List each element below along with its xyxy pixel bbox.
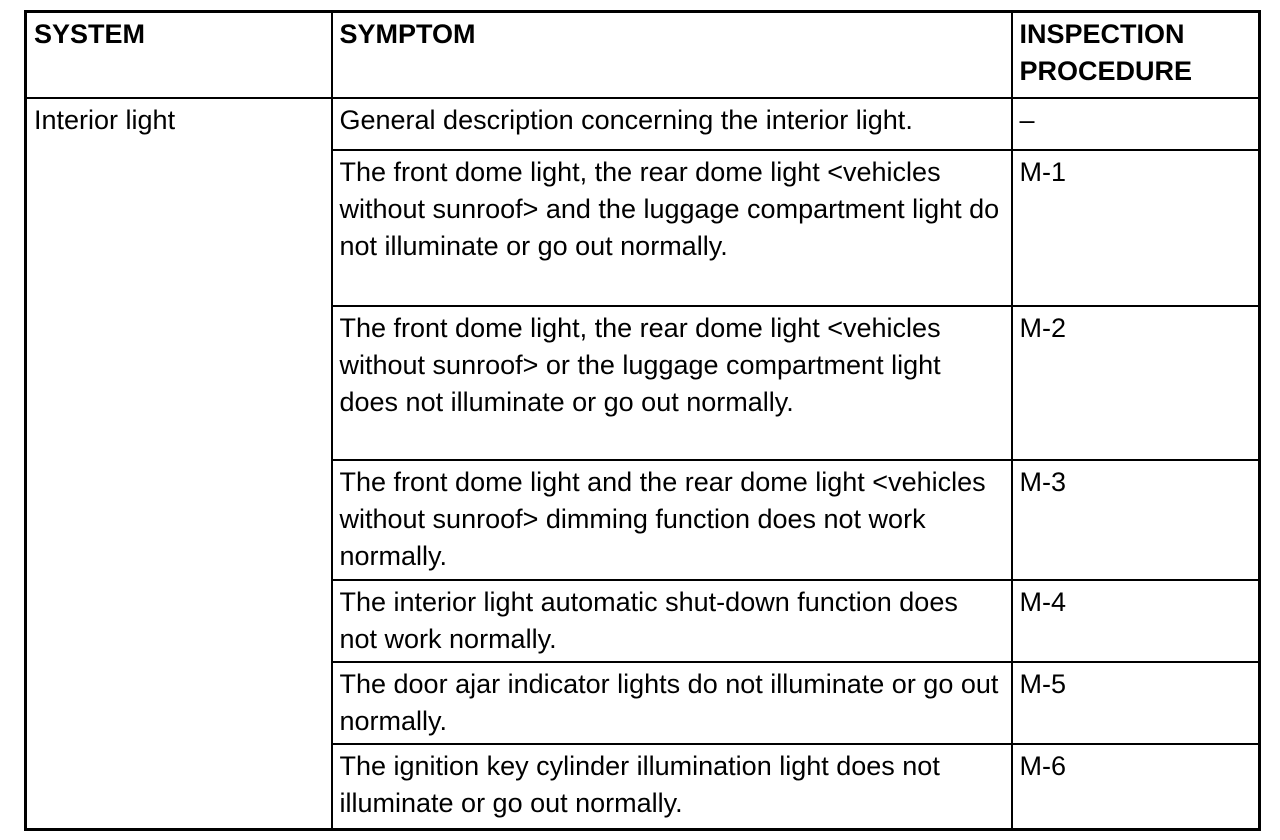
system-cell: Interior light [26,98,332,830]
symptom-table [24,10,1261,831]
symptom-cell: The front dome light, the rear dome light <vehicles without sunroof> or the luggage compartment light does not illuminate or go out normally. [332,306,1012,460]
procedure-cell: M-6 [1012,744,1260,830]
header-system: SYSTEM [26,12,332,98]
symptom-cell: The front dome light, the rear dome light <vehicles without sunroof> and the luggage compartment light do not illuminate or go out normally. [332,150,1012,306]
table-row [26,98,1260,150]
procedure-cell: M-1 [1012,150,1260,306]
procedure-cell: M-2 [1012,306,1260,460]
symptom-cell: The front dome light and the rear dome light <vehicles without sunroof> dimming function does not work normally. [332,460,1012,580]
header-symptom: SYMPTOM [332,12,1012,98]
symptom-cell: The ignition key cylinder illumination light does not illuminate or go out normally. [332,744,1012,830]
table-header-row [26,12,1260,98]
header-inspection-procedure: INSPECTION PROCEDURE [1012,12,1260,98]
procedure-cell: M-4 [1012,580,1260,662]
procedure-cell: M-3 [1012,460,1260,580]
procedure-cell: M-5 [1012,662,1260,744]
symptom-cell: General description concerning the interior light. [332,98,1012,150]
symptom-cell: The interior light automatic shut-down function does not work normally. [332,580,1012,662]
procedure-cell: – [1012,98,1260,150]
symptom-cell: The door ajar indicator lights do not illuminate or go out normally. [332,662,1012,744]
